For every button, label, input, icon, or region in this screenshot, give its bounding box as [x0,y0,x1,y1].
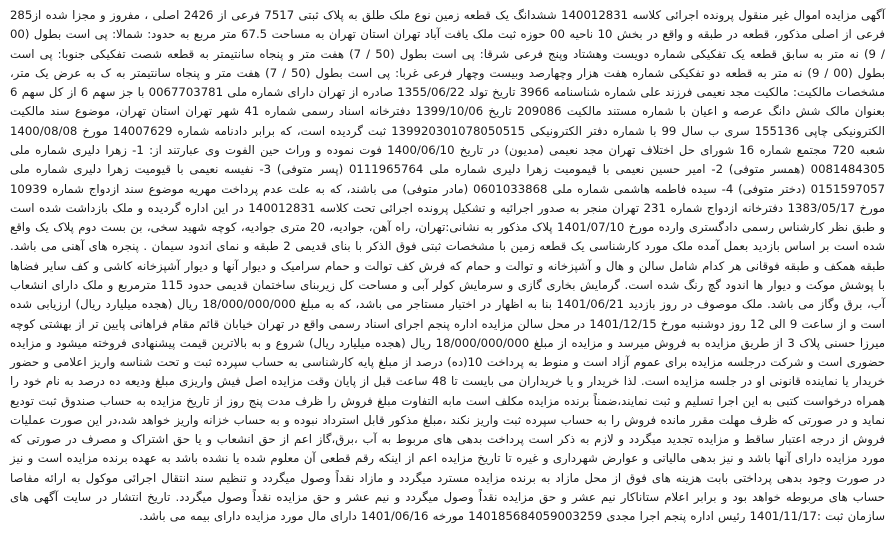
notice-body: آگهی مزایده اموال غیر منقول پرونده اجرائی کلاسه 140012831 ششدانگ یک قطعه زمین نوع ملک طلق به پلاک ثبتی 7517 فرعی از 2426 اصلی ، مفروز و مجزا شده از285 فرعی از اصلی مذکور، قطعه در طبقه و واقع در بخش 10 ناحیه 00 حوزه ثبت ملک یافت آباد تهران استان تهران به مساحت 67.5 متر مربع به حدود: شمالا: پی است بطول (00 / 9) نه متر به سابق قطعه یک تفکیکی شماره دویست وهشتاد وپنج فرعی شرقا: پی است بطول (50 / 7) هفت متر و پنجاه سانتیمتر به قطعه شصت تفکیکی جنوبا: پی است بطول (00 / 9) نه متر به قطعه دو تفکیکی شماره هفت هزار وچهارصد وبیست وچهار فرعی غربا: پی است بطول (50 / 7) هفت متر و پنجاه سانتیمتر به ک به عرض یک متر، مشخصات مالکیت: مالکیت مجد نعیمی فرزند علی شماره شناسنامه 3966 تاریخ تولد 1355/06/22 صادره از تهران دارای شماره ملی 0067703781 با جز سهم 6 از کل سهم 6 بعنوان مالک شش دانگ عرصه و اعیان با شماره مستند مالکیت 209086 تاریخ 1399/10/06 دفترخانه اسناد رسمی شماره 41 شهر تهران استان تهران، موضوع سند مالکیت الکترونیکی چاپی 155136 سری ب سال 99 با شماره دفتر الکترونیکی 139920301078050515 ثبت گردیده است، که برابر دادنامه شماره 14007629 مورخ 1400/08/08 شعبه 720 مجتمع شماره 16 شورای حل اختلاف تهران مجد نعیمی (مدیون) در تاریخ 1400/06/10 فوت نموده و وراث حین الفوت وی عبارتند از: 1- زهرا دلیری شماره ملی 0081484305 (همسر متوفی) 2- امیر حسین نعیمی با قیمومیت زهرا دلیری شماره ملی 0111965764 (پسر متوفی) 3- نفیسه نعیمی با قیومیت زهرا دلیری شماره ملی 0151597057 (دختر متوفی) 4- سیده فاطمه هاشمی شماره ملی 0601033868 (مادر متوفی) می باشند، که به علت عدم پرداخت مهریه موضوع سند ازدواج شماره 10939 مورخ 1383/05/17 دفترخانه ازدواج شماره 231 تهران منجر به صدور اجرائیه و تشکیل پرونده اجرائی تحت کلاسه 140012831 در این اداره گردیده و ملک بازداشت شده است و طبق نظر کارشناس رسمی دادگستری وارده مورخ 1401/07/10 پلاک مذکور به نشانی:تهران، راه آهن، جوادیه، 20 متری جوادیه، کوچه شهید سخی، بن بست دوم پلاک یک واقع شده است بر اساس بازدید بعمل آمده ملک مورد کارشناسی یک قطعه زمین با مشخصات ثبتی فوق الذکر با بنای قدیمی 2 طبقه و نمای اندود سیمان . پنجره های آهنی می باشد. طبقه همکف و طبقه فوقانی هر کدام شامل سالن و هال و آشپزخانه و توالت و حمام که فرش کف توالت و حمام سرامیک و دیوار آنها و دیوار آشپزخانه کاشی و کف سایر فضاها با پوشش موکت و دیوار ها اندود گچ رنگ شده است. گرمایش بخاری گازی و سرمایش کولر آبی و مساحت کل زیربنای ساختمان قدیمی حدود 115 مترمربع و ملک دارای انشعاب آب، برق وگاز می باشد. ملک موصوف در روز بازدید 1401/06/21 بنا به اظهار در اختیار مستاجر می باشد، که به مبلغ 18/000/000/000 ریال (هجده میلیارد ریال) ارزیابی شده است و از ساعت 9 الی 12 روز دوشنبه مورخ 1401/12/15 در محل سالن مزایده اداره پنجم اجرای اسناد رسمی واقع در تهران خیابان قائم مقام فراهانی پایین تر از بهشتی کوچه میرزا حسنی پلاک 3 از طریق مزایده به فروش میرسد و مزایده از مبلغ 18/000/000/000 ریال (هجده میلیارد ریال) شروع و به بالاترین قیمت پیشنهادی فروخته میشود و مزایده حضوری است و شرکت درجلسه مزایده برای عموم آزاد است و منوط به پرداخت 10(ده) درصد از مبلغ پایه کارشناسی به حساب سپرده ثبت و تحت شناسه واریز اعلامی و حضور خریدار یا نماینده قانونی او در جلسه مزایده است. لذا خریدار و یا خریداران می بایست تا 48 ساعت قبل از پایان وقت مزایده اصل فیش واریزی مبلغ ودیعه ده درصد به نام خود را همراه درخواست کتبی به این اجرا تسلیم و ثبت نمایند،ضمناً برنده مزایده مکلف است مابه التفاوت مبلغ فروش را ظرف مدت پنج روز از تاریخ مزایده به حساب صندوق ثبت تودیع نماید و در صورتی که ظرف مهلت مقرر مانده فروش را به حساب سپرده ثبت واریز نکند ،مبلغ مذکور قابل استرداد نبوده و به حساب خزانه واریز خواهد شد،در این صورت عملیات فروش از درجه اعتبار ساقط و مزایده تجدید میگردد و لازم به ذکر است پرداخت بدهی های مربوط به آب ،برق،گاز اعم از حق انشعاب و یا حق اشتراک و مصرف در صورتی که مورد مزایده دارای آنها باشد و نیز بدهی مالیاتی و عوارض شهرداری و غیره تا تاریخ مزایده اعم از اینکه رقم قطعی آن معلوم شده یا نشده باشد به عهده برنده مزایده است و نیز در صورت وجود بدهی پرداختی بابت هزینه های فوق از محل مازاد به برنده مزایده مسترد میگردد و مازاد نقداً وصول میگردد و تنظیم سند انتقال اجرائی موکول به ارائه مفاصا حساب های مربوطه خواهد بود و برابر اعلام ستاناکار نیم عشر و حق مزایده نقداً وصول میگردد و نیم عشر و حق مزایده نقداً وصول میگردد. تاریخ انتشار در سایت آگهی های سازمان ثبت :1401/11/17 رئیس اداره پنجم اجرا مجدی 140185684059003259 مورخه 1401/06/16 دارای مال مورد مزایده دارای بیمه می باشد. [10,8,886,524]
